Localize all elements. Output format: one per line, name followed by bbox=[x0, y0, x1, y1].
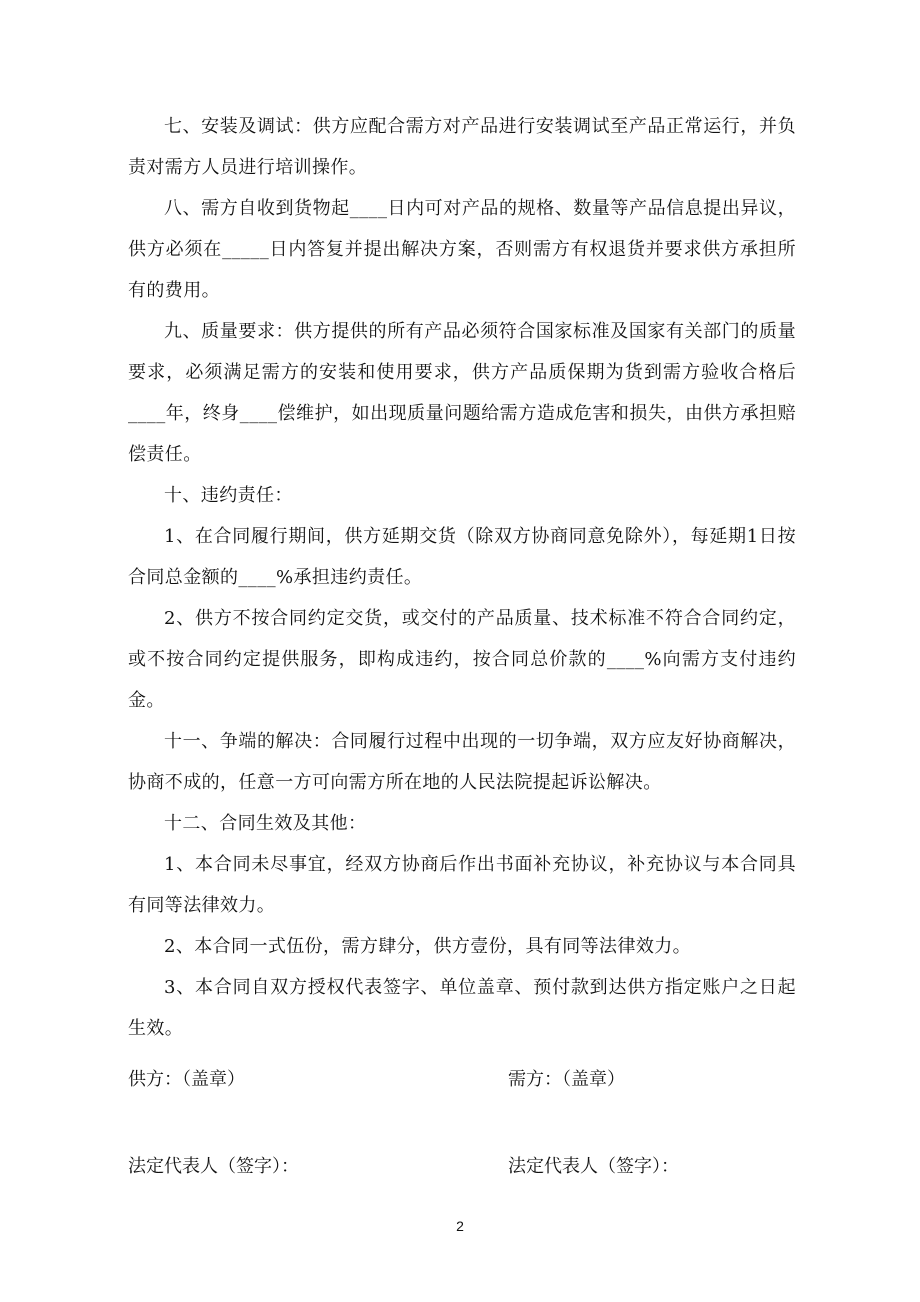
buyer-representative-label: 法定代表人（签字）： bbox=[508, 1156, 679, 1177]
supplier-seal-label: 供方：（盖章） bbox=[128, 1069, 245, 1090]
clause-10-item-1: 1、在合同履行期间，供方延期交货（除双方协商同意免除外），每延期1日按合同总金额的____%承担违约责任。 bbox=[128, 526, 796, 588]
supplier-representative-label: 法定代表人（签字）： bbox=[128, 1156, 299, 1177]
clause-7-installation: 七、安装及调试：供方应配合需方对产品进行安装调试至产品正常运行，并负责对需方人员进行培训操作。 bbox=[128, 116, 796, 178]
clause-11-dispute: 十一、争端的解决：合同履行过程中出现的一切争端，双方应友好协商解决，协商不成的，任意一方可向需方所在地的人民法院提起诉讼解决。 bbox=[128, 731, 796, 793]
contract-body bbox=[128, 106, 796, 1049]
clause-12-item-1: 1、本合同未尽事宜，经双方协商后作出书面补充协议，补充协议与本合同具有同等法律效力。 bbox=[128, 854, 796, 916]
clause-12-heading: 十二、合同生效及其他： bbox=[164, 813, 367, 834]
page-number: 2 bbox=[456, 1218, 464, 1234]
clause-9-quality: 九、质量要求：供方提供的所有产品必须符合国家标准及国家有关部门的质量要求，必须满足需方的安装和使用要求，供方产品质保期为货到需方验收合格后____年，终身____偿维护，如出现质量问题给需方造成危害和损失，由供方承担赔偿责任。 bbox=[128, 321, 796, 465]
clause-12-item-2: 2、本合同一式伍份，需方肆分，供方壹份，具有同等法律效力。 bbox=[164, 936, 692, 957]
clause-12-item-3: 3、本合同自双方授权代表签字、单位盖章、预付款到达供方指定账户之日起生效。 bbox=[128, 977, 796, 1039]
clause-8-objection: 八、需方自收到货物起____日内可对产品的规格、数量等产品信息提出异议，供方必须在_____日内答复并提出解决方案，否则需方有权退货并要求供方承担所有的费用。 bbox=[128, 198, 796, 301]
buyer-seal-label: 需方：（盖章） bbox=[508, 1069, 625, 1090]
clause-10-item-2: 2、供方不按合同约定交货，或交付的产品质量、技术标准不符合合同约定，或不按合同约定提供服务，即构成违约，按合同总价款的____%向需方支付违约金。 bbox=[128, 608, 796, 711]
clause-10-heading: 十、违约责任： bbox=[164, 485, 293, 506]
